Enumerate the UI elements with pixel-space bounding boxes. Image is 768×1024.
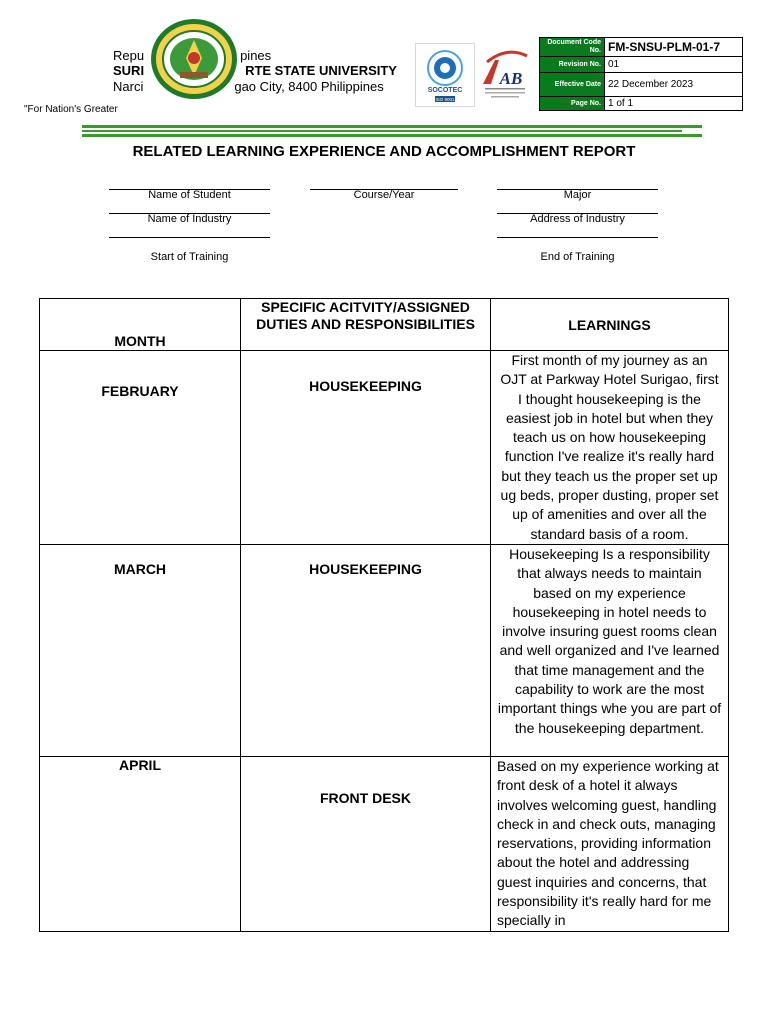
table-row <box>40 544 729 756</box>
month-cell: APRIL <box>40 756 241 931</box>
doc-info-value: 1 of 1 <box>605 97 743 111</box>
start-training-blank[interactable] <box>109 237 270 238</box>
header-rule-top <box>82 125 702 128</box>
table-row <box>40 756 729 931</box>
doc-info-row <box>540 97 743 111</box>
month-header: MONTH <box>40 299 241 351</box>
activity-cell: HOUSEKEEPING <box>241 351 491 545</box>
university-motto: "For Nation's Greater <box>24 104 118 115</box>
doc-info-row <box>540 38 743 57</box>
student-name-label: Name of Student <box>148 189 231 201</box>
doc-info-value: 22 December 2023 <box>605 73 743 97</box>
doc-info-value: FM-SNSU-PLM-01-7 <box>605 38 743 57</box>
industry-address-label: Address of Industry <box>530 213 625 225</box>
activity-header: SPECIFIC ACITVITY/ASSIGNED DUTIES AND RESPONSIBILITIES <box>241 299 491 351</box>
doc-info-row <box>540 73 743 97</box>
iso-text: ISO 9001 <box>435 97 455 102</box>
republic-text-start: Repu <box>113 48 145 63</box>
address-text-start: Narci <box>113 79 144 94</box>
learnings-cell: Housekeeping Is a responsibility that always needs to maintain based on my experience housekeeping in hotel needs to involve insuring guest rooms clean and well organized and I've learned that time management and the capability to work are the most important things whe you are part of the housekeeping department. <box>491 544 729 756</box>
learnings-cell: Based on my experience working at front desk of a hotel it always involves welcoming guest, handling check in and check outs, managing reservations, providing information about the hotel and addressing guest inquiries and concerns, that responsibility it's really hard for me specially in <box>491 756 729 931</box>
socotec-text: SOCOTEC <box>427 87 463 94</box>
header-rule-middle <box>82 130 682 132</box>
end-training-blank[interactable] <box>497 237 658 238</box>
header-rule-bottom <box>82 134 702 137</box>
socotec-icon <box>416 44 474 106</box>
major-label: Major <box>563 189 592 201</box>
month-cell: MARCH <box>40 544 241 756</box>
socotec-certification-logo <box>415 43 475 107</box>
doc-info-row <box>540 57 743 73</box>
report-title: RELATED LEARNING EXPERIENCE AND ACCOMPLISHMENT REPORT <box>132 143 636 160</box>
ab-icon <box>477 44 533 106</box>
ab-text: AB <box>499 69 523 88</box>
doc-info-key: Page No. <box>540 97 605 111</box>
doc-info-key: Revision No. <box>540 57 605 73</box>
table-row <box>40 351 729 545</box>
course-year-label: Course/Year <box>353 189 415 201</box>
ab-accreditation-logo <box>476 43 534 107</box>
end-training-label: End of Training <box>540 251 615 263</box>
doc-info-key: Document Code No. <box>540 38 605 57</box>
learnings-header: LEARNINGS <box>491 299 729 351</box>
document-info-table <box>539 37 743 111</box>
activity-cell: HOUSEKEEPING <box>241 544 491 756</box>
start-training-label: Start of Training <box>150 251 229 263</box>
industry-name-label: Name of Industry <box>147 213 232 225</box>
table-header-row <box>40 299 729 351</box>
learnings-cell: First month of my journey as an OJT at Parkway Hotel Surigao, first I thought housekeeping is the easiest job in hotel but when they teach us on how housekeeping function I've realize it's really hard but they teach us the proper set up ug beds, proper dusting, proper set up of amenities and over all the standard basis of a room. <box>491 351 729 545</box>
learning-report-table <box>39 298 729 932</box>
month-cell: FEBRUARY <box>40 351 241 545</box>
republic-text-end: pines <box>240 48 272 63</box>
doc-info-key: Effective Date <box>540 73 605 97</box>
university-text-start: SURI <box>113 63 145 78</box>
address-text-end: gao City, 8400 Philippines <box>234 79 384 94</box>
university-text-end: RTE STATE UNIVERSITY <box>245 63 397 78</box>
doc-info-value: 01 <box>605 57 743 73</box>
activity-cell: FRONT DESK <box>241 756 491 931</box>
university-seal-logo <box>150 18 238 100</box>
